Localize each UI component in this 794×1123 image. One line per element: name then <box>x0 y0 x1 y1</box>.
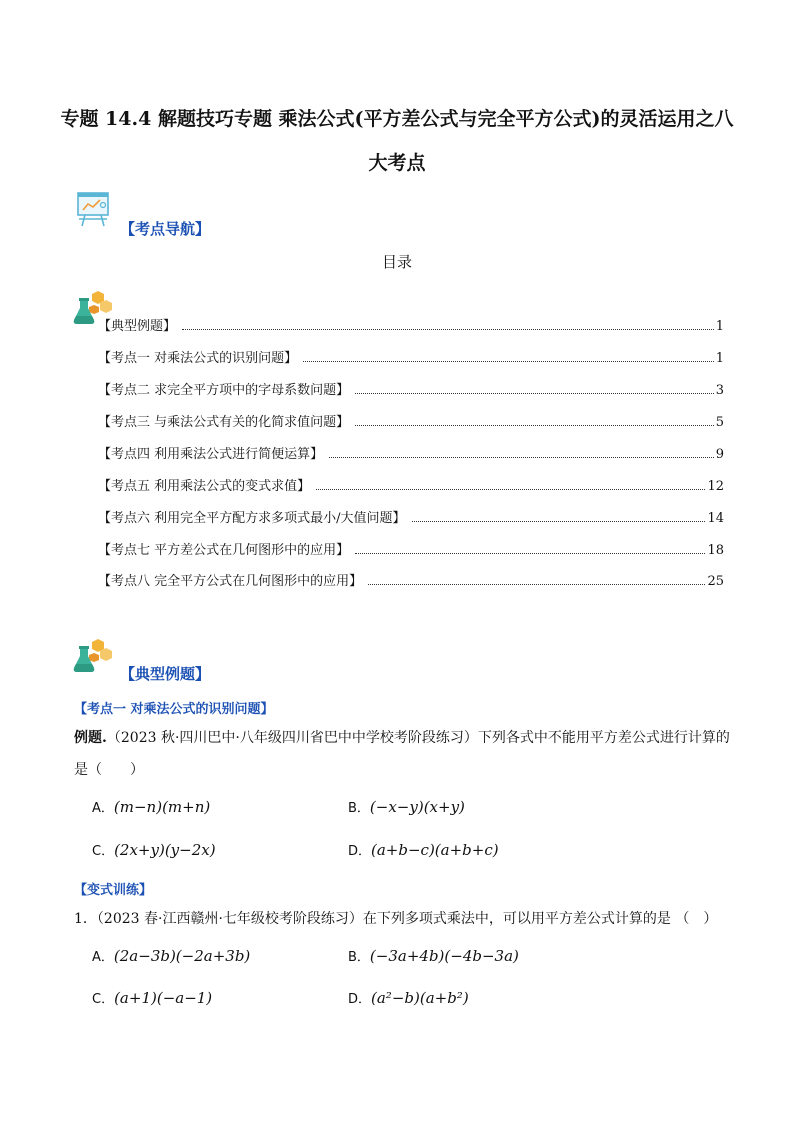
toc-leader-dots <box>412 520 706 522</box>
toc-item-page: 9 <box>715 447 724 462</box>
toc-item-page: 5 <box>715 415 724 430</box>
option-expression: (a+b−c)(a+b+c) <box>371 841 499 859</box>
toc-item-label: 【考点二 求完全平方项中的字母系数问题】 <box>98 383 350 398</box>
toc-item-topic-6[interactable] <box>98 506 724 526</box>
option-letter: D． <box>348 992 372 1007</box>
flask-icon <box>72 636 114 676</box>
toc-item-page: 14 <box>707 511 724 526</box>
q1-option-a[interactable] <box>92 946 250 965</box>
toc-item-page: 25 <box>707 574 724 589</box>
toc-item-label: 【考点八 完全平方公式在几何图形中的应用】 <box>98 574 363 589</box>
option-expression: (a²−b)(a+b²) <box>371 989 469 1007</box>
toc-item-label: 【考点六 利用完全平方配方求多项式最小/大值问题】 <box>98 511 406 526</box>
example-question-line-1 <box>74 731 730 745</box>
presentation-board-icon <box>74 190 114 230</box>
toc-heading: 目录 <box>381 253 412 271</box>
practice-question-1 <box>74 912 717 926</box>
example-option-a[interactable] <box>92 797 210 816</box>
toc-item-topic-5[interactable] <box>98 474 724 494</box>
toc-leader-dots <box>316 488 705 490</box>
question-text: （2023 春·江西赣州·七年级校考阶段练习）在下列多项式乘法中，可以用平方差公式计算的是 （ ） <box>96 911 718 927</box>
toc-item-label: 【考点四 利用乘法公式进行简便运算】 <box>98 447 324 462</box>
q1-option-c[interactable] <box>92 988 212 1007</box>
toc-item-topic-1[interactable] <box>98 346 724 366</box>
example-option-c[interactable] <box>92 840 216 859</box>
toc-leader-dots <box>355 392 714 394</box>
option-expression: (m−n)(m+n) <box>113 798 211 816</box>
toc-item-page: 3 <box>715 383 724 398</box>
option-letter: C． <box>92 844 115 859</box>
toc-item-page: 18 <box>707 543 724 558</box>
option-letter: D． <box>348 844 372 859</box>
q1-option-b[interactable] <box>348 946 519 965</box>
toc-item-topic-3[interactable] <box>98 410 724 430</box>
toc-item-page: 1 <box>715 351 724 366</box>
toc-item-label: 【考点一 对乘法公式的识别问题】 <box>98 351 298 366</box>
option-expression: (−x−y)(x+y) <box>369 798 465 816</box>
toc-item-label: 【典型例题】 <box>98 319 177 334</box>
example-text: （2023 秋·四川巴中·八年级四川省巴中中学校考阶段练习）下列各式中不能用平方差公式进行计算的 <box>106 730 730 746</box>
document-title-line-2: 大考点 <box>368 152 426 174</box>
option-expression: (−3a+4b)(−4b−3a) <box>369 947 519 965</box>
option-letter: B． <box>348 801 370 816</box>
toc-item-topic-8[interactable] <box>98 569 724 589</box>
toc-item-page: 12 <box>707 479 724 494</box>
toc-leader-dots <box>303 360 714 362</box>
toc-leader-dots <box>329 456 714 458</box>
example-option-d[interactable] <box>348 840 499 859</box>
toc-item-typical-examples[interactable] <box>98 314 724 334</box>
example-option-b[interactable] <box>348 797 465 816</box>
option-letter: A． <box>92 801 114 816</box>
toc-leader-dots <box>355 424 714 426</box>
example-question-line-2: 是（ ） <box>74 762 144 778</box>
option-letter: C． <box>92 992 115 1007</box>
option-letter: B． <box>348 950 370 965</box>
toc-item-topic-4[interactable] <box>98 442 724 462</box>
toc-leader-dots <box>182 328 714 330</box>
question-number: 1． <box>74 911 97 927</box>
toc-item-page: 1 <box>715 319 724 334</box>
toc-item-topic-7[interactable] <box>98 538 724 558</box>
toc-item-label: 【考点七 平方差公式在几何图形中的应用】 <box>98 543 350 558</box>
toc-item-topic-2[interactable] <box>98 378 724 398</box>
topic-1-heading: 【考点一 对乘法公式的识别问题】 <box>74 702 274 717</box>
option-expression: (2x+y)(y−2x) <box>114 841 216 859</box>
nav-heading: 【考点导航】 <box>120 220 211 238</box>
q1-option-d[interactable] <box>348 988 469 1007</box>
document-title-line-1: 专题 14.4 解题技巧专题 乘法公式(平方差公式与完全平方公式)的灵活运用之八 <box>60 108 734 130</box>
section-heading: 【典型例题】 <box>120 665 211 683</box>
toc-item-label: 【考点五 利用乘法公式的变式求值】 <box>98 479 311 494</box>
option-expression: (2a−3b)(−2a+3b) <box>113 947 251 965</box>
example-prefix: 例题. <box>74 730 107 746</box>
practice-heading: 【变式训练】 <box>74 883 153 898</box>
toc-leader-dots <box>355 552 705 554</box>
toc-item-label: 【考点三 与乘法公式有关的化简求值问题】 <box>98 415 350 430</box>
toc-leader-dots <box>368 583 705 585</box>
option-expression: (a+1)(−a−1) <box>114 989 213 1007</box>
option-letter: A． <box>92 950 114 965</box>
